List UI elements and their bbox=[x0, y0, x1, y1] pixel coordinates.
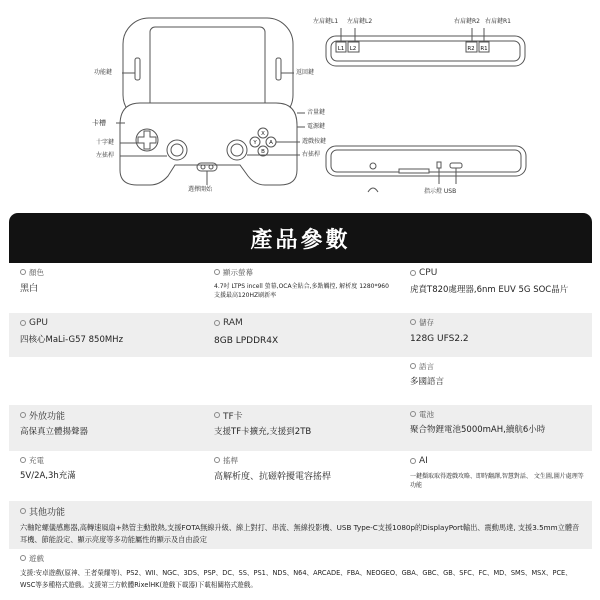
spec-row bbox=[9, 451, 592, 501]
spec-value: 高解析度、抗磁幹擾電容搖桿 bbox=[214, 472, 332, 482]
spec-row-games bbox=[9, 549, 592, 600]
label-l1: 左肩鍵L1 bbox=[313, 18, 339, 25]
spec-title: 產品參數 bbox=[250, 227, 351, 253]
a-mark: A bbox=[269, 140, 273, 146]
indicator-shape bbox=[437, 162, 441, 168]
spec-cell-charging bbox=[9, 451, 203, 501]
spec-value: 一鍵擷取取得遊戲攻略、即時翻譯,智慧對話、 文生圖,圖片處理等功能 bbox=[410, 473, 584, 490]
bullet-icon bbox=[214, 269, 220, 275]
spec-value: 支援:安卓遊戲(原神、王者榮耀等)、PS2、WII、NGC、3DS、PSP、DC、SS、PS1、NDS、N64、ARCADE、FBA、NEOGEO、GBA、GBC、GB、SFC、FC、MD、SMS、MSX、PCE、WSC等多種格式遊戲。支援第三方軟體RixelHK(遊戲下載器)下載相關格式遊戲。 bbox=[20, 569, 572, 589]
spec-value: 虎賁T820處理器,6nm EUV 5G SOC晶片 bbox=[410, 285, 569, 295]
label-card-slot: 卡槽 bbox=[92, 119, 106, 127]
start-dot bbox=[209, 165, 213, 169]
spec-row bbox=[9, 313, 592, 357]
spec-label: 外放功能 bbox=[29, 411, 66, 422]
spec-value: 黑白 bbox=[20, 284, 39, 294]
bottom-view bbox=[326, 146, 526, 192]
select-dot bbox=[201, 165, 205, 169]
bullet-icon bbox=[214, 320, 220, 326]
spec-label: RAM bbox=[223, 318, 243, 328]
x-mark: X bbox=[261, 131, 265, 137]
headphone-icon bbox=[368, 188, 378, 192]
spec-cell-ai bbox=[399, 451, 592, 501]
spec-row bbox=[9, 405, 592, 451]
bullet-icon bbox=[410, 270, 416, 276]
spec-cell-joystick bbox=[203, 451, 399, 501]
spec-value: 5V/2A,3h充滿 bbox=[20, 471, 76, 481]
bullet-icon bbox=[20, 457, 26, 463]
spec-cell-games bbox=[9, 549, 592, 600]
spec-label: AI bbox=[419, 456, 428, 466]
r2-mark: R2 bbox=[467, 46, 475, 52]
spec-table bbox=[9, 213, 592, 600]
spec-cell-blank bbox=[9, 357, 203, 405]
spec-row-other bbox=[9, 501, 592, 549]
bullet-icon bbox=[20, 269, 26, 275]
device-drawing bbox=[0, 0, 600, 212]
spec-label: 遊戲 bbox=[29, 553, 44, 563]
spec-label: 其他功能 bbox=[29, 507, 66, 518]
label-l2: 左肩鍵L2 bbox=[347, 18, 373, 25]
bullet-icon bbox=[410, 319, 416, 325]
bullet-icon bbox=[20, 412, 26, 418]
spec-cell-display bbox=[203, 263, 399, 313]
label-indicator-usb: 指示燈 USB bbox=[424, 188, 457, 195]
label-r2: 右肩鍵R2 bbox=[454, 18, 480, 25]
spec-row bbox=[9, 357, 592, 405]
spec-label: 顯示螢幕 bbox=[223, 267, 253, 277]
label-volume-key: 音量鍵 bbox=[307, 109, 326, 116]
l1-mark: L1 bbox=[337, 46, 345, 52]
spec-value: 聚合物鋰電池5000mAH,續航6小時 bbox=[410, 425, 546, 435]
spec-cell-storage bbox=[399, 313, 592, 357]
spec-label: 搖桿 bbox=[223, 455, 238, 465]
bullet-icon bbox=[410, 411, 416, 417]
bullet-icon bbox=[214, 412, 220, 418]
spec-row bbox=[9, 263, 592, 313]
spec-label: 語言 bbox=[419, 361, 434, 371]
front-view bbox=[116, 18, 305, 185]
spec-label: CPU bbox=[419, 268, 438, 278]
spec-value: 多國語言 bbox=[410, 377, 445, 387]
spec-cell-battery bbox=[399, 405, 592, 451]
label-right-stick: 右搖桿 bbox=[302, 151, 321, 158]
bullet-icon bbox=[20, 555, 26, 561]
label-r1: 右肩鍵R1 bbox=[485, 18, 511, 25]
spec-cell-tf-card bbox=[203, 405, 399, 451]
usb-port-shape bbox=[450, 163, 462, 168]
label-back-key: 返回鍵 bbox=[296, 69, 315, 76]
spec-header bbox=[9, 213, 592, 263]
b-mark: B bbox=[261, 149, 265, 155]
bullet-icon bbox=[20, 320, 26, 326]
bullet-icon bbox=[20, 508, 26, 514]
spec-label: TF卡 bbox=[223, 411, 243, 422]
spec-value: 4.7吋 LTPS incell 螢幕,OCA全貼合,多點觸控, 解析度 1280*960 支援最高120HZ刷新率 bbox=[214, 283, 389, 300]
label-power-key: 電源鍵 bbox=[307, 123, 326, 130]
label-game-keys: 遊戲按鍵 bbox=[302, 138, 327, 145]
bullet-icon bbox=[410, 363, 416, 369]
spec-value: 128G UFS2.2 bbox=[410, 334, 469, 344]
spec-label: 儲存 bbox=[419, 317, 434, 327]
spec-cell-other bbox=[9, 501, 592, 549]
y-mark: Y bbox=[253, 140, 257, 146]
bullet-icon bbox=[214, 457, 220, 463]
spec-value: 四核心MaLi-G57 850MHz bbox=[20, 335, 124, 345]
spec-value: 六軸陀螺儀感應器,高轉速風扇+熱管主動散熱,支援FOTA無線升級、線上對打、串流、無線投影機、USB Type-C支援1080p的DisplayPort輸出、震動馬達, 支援3.5mm立體音耳機、節能設定、顯示亮度等多功能屬性的顯示及自由設定 bbox=[20, 523, 580, 544]
spec-cell-language bbox=[399, 357, 592, 405]
label-dpad: 十字鍵 bbox=[96, 139, 115, 146]
spec-value: 8GB LPDDR4X bbox=[214, 336, 279, 346]
spec-cell-speaker bbox=[9, 405, 203, 451]
device-diagram bbox=[0, 0, 600, 212]
spec-label: GPU bbox=[29, 318, 48, 328]
spec-label: 電池 bbox=[419, 409, 434, 419]
screen bbox=[150, 27, 265, 114]
spec-cell-ram bbox=[203, 313, 399, 357]
r1-mark: R1 bbox=[480, 46, 488, 52]
spec-cell-color bbox=[9, 263, 203, 313]
spec-value: 支援TF卡擴充,支援到2TB bbox=[214, 427, 312, 437]
spec-value: 高保真立體揚聲器 bbox=[20, 427, 89, 437]
speaker-grill bbox=[399, 169, 429, 173]
label-function-key: 功能鍵 bbox=[94, 69, 113, 76]
spec-label: 充電 bbox=[29, 455, 44, 465]
spec-cell-gpu bbox=[9, 313, 203, 357]
bullet-icon bbox=[410, 458, 416, 464]
l2-mark: L2 bbox=[349, 46, 357, 52]
label-left-stick: 左搖桿 bbox=[96, 152, 115, 159]
spec-label: 顏色 bbox=[29, 267, 44, 277]
spec-cell-cpu bbox=[399, 263, 592, 313]
label-select-start: 選擇開始 bbox=[188, 186, 213, 193]
spec-cell-blank bbox=[203, 357, 399, 405]
